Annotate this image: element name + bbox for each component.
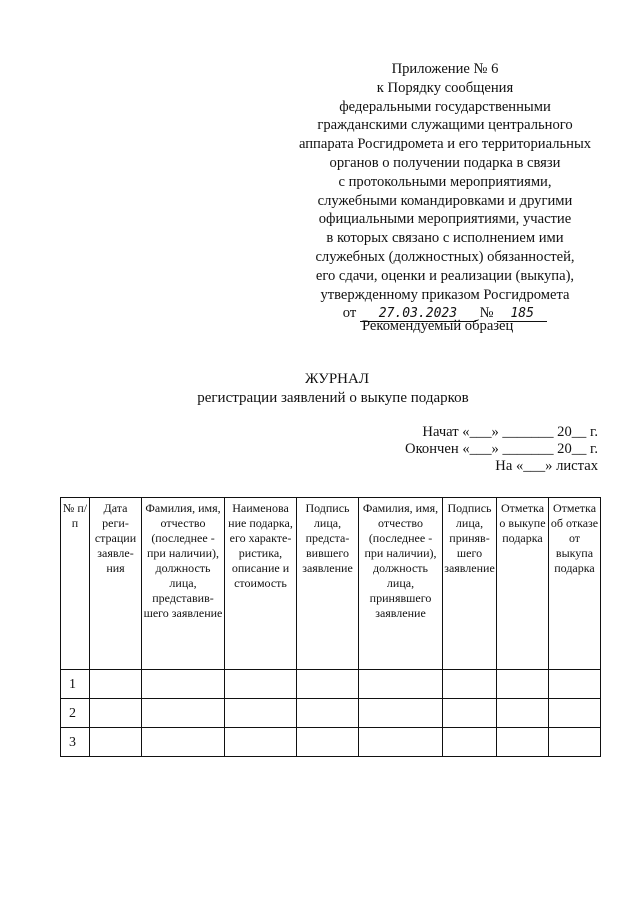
- col-header-number: № п/п: [61, 498, 90, 670]
- appendix-line: его сдачи, оценки и реализации (выкупа),: [315, 267, 575, 284]
- appendix-block: [290, 60, 600, 323]
- order-date: 27.03.2023: [360, 306, 476, 322]
- period-block: [405, 424, 598, 475]
- appendix-line: к Порядку сообщения: [376, 79, 514, 96]
- table-cell: [142, 670, 225, 699]
- table-cell: [297, 670, 359, 699]
- appendix-line: аппарата Росгидромета и его территориальных: [298, 136, 592, 153]
- table-cell: [497, 699, 549, 728]
- table-cell: [359, 699, 443, 728]
- sheets-line: На «___» листах: [495, 458, 598, 474]
- table-cell: [297, 699, 359, 728]
- col-header-buyout-mark: Отметка о выкупе подарка: [497, 498, 549, 670]
- table-cell: [359, 670, 443, 699]
- started-line: Начат «___» _______ 20__ г.: [422, 424, 598, 440]
- table-cell: [549, 728, 601, 757]
- table-cell: [549, 670, 601, 699]
- appendix-line: утвержденному приказом Росгидромета: [320, 286, 570, 303]
- table-cell: [225, 699, 297, 728]
- table-cell: [90, 728, 142, 757]
- table-cell: [443, 728, 497, 757]
- journal-title: ЖУРНАЛ: [304, 371, 370, 387]
- appendix-line: с протокольными мероприятиями,: [338, 173, 552, 190]
- table-cell: [497, 670, 549, 699]
- table-cell: [225, 728, 297, 757]
- journal-subtitle: регистрации заявлений о выкупе подарков: [197, 390, 469, 406]
- col-header-refusal-mark: Отметка об отказе от выкупа подарка: [549, 498, 601, 670]
- row-number: 2: [61, 699, 90, 728]
- registration-table: [60, 497, 601, 757]
- appendix-line: органов о получении подарка в связи: [329, 154, 561, 171]
- recommended-sample-label: Рекомендуемый образец: [362, 318, 514, 334]
- appendix-line: официальными мероприятиями, участие: [318, 211, 572, 228]
- table-row: [61, 670, 601, 699]
- order-number: 185: [497, 306, 547, 322]
- table-cell: [443, 670, 497, 699]
- row-number: 3: [61, 728, 90, 757]
- appendix-line: Приложение № 6: [391, 61, 499, 77]
- finished-line: Окончен «___» _______ 20__ г.: [405, 441, 598, 457]
- table-cell: [297, 728, 359, 757]
- table-row: [61, 699, 601, 728]
- appendix-line: служебных (должностных) обязанностей,: [315, 248, 575, 265]
- appendix-line: федеральными государственными: [339, 98, 551, 115]
- row-number: 1: [61, 670, 90, 699]
- col-header-applicant: Фамилия, имя, отчество (последнее - при наличии), должность лица, представив-шего заявление: [142, 498, 225, 670]
- table-row: [61, 728, 601, 757]
- order-number-label: №: [479, 305, 494, 322]
- col-header-gift: Наименова ние подарка, его характе-ристика, описание и стоимость: [225, 498, 297, 670]
- appendix-line: в которых связано с исполнением ими: [326, 230, 564, 247]
- table-cell: [359, 728, 443, 757]
- table-cell: [549, 699, 601, 728]
- col-header-date: Дата реги-страции заявле-ния: [90, 498, 142, 670]
- table-cell: [142, 728, 225, 757]
- table-cell: [443, 699, 497, 728]
- col-header-receiver: Фамилия, имя, отчество (последнее - при наличии), должность лица, принявшего заявление: [359, 498, 443, 670]
- order-prefix: от: [342, 305, 357, 322]
- col-header-applicant-signature: Подпись лица, предста-вившего заявление: [297, 498, 359, 670]
- table-cell: [225, 670, 297, 699]
- table-cell: [142, 699, 225, 728]
- appendix-line: гражданскими служащими центрального: [317, 117, 573, 134]
- table-cell: [90, 699, 142, 728]
- appendix-line: служебными командировками и другими: [317, 192, 573, 209]
- journal-heading: [0, 370, 640, 408]
- table-cell: [90, 670, 142, 699]
- table-cell: [497, 728, 549, 757]
- col-header-receiver-signature: Подпись лица, приняв-шего заявление: [443, 498, 497, 670]
- table-header-row: [61, 498, 601, 670]
